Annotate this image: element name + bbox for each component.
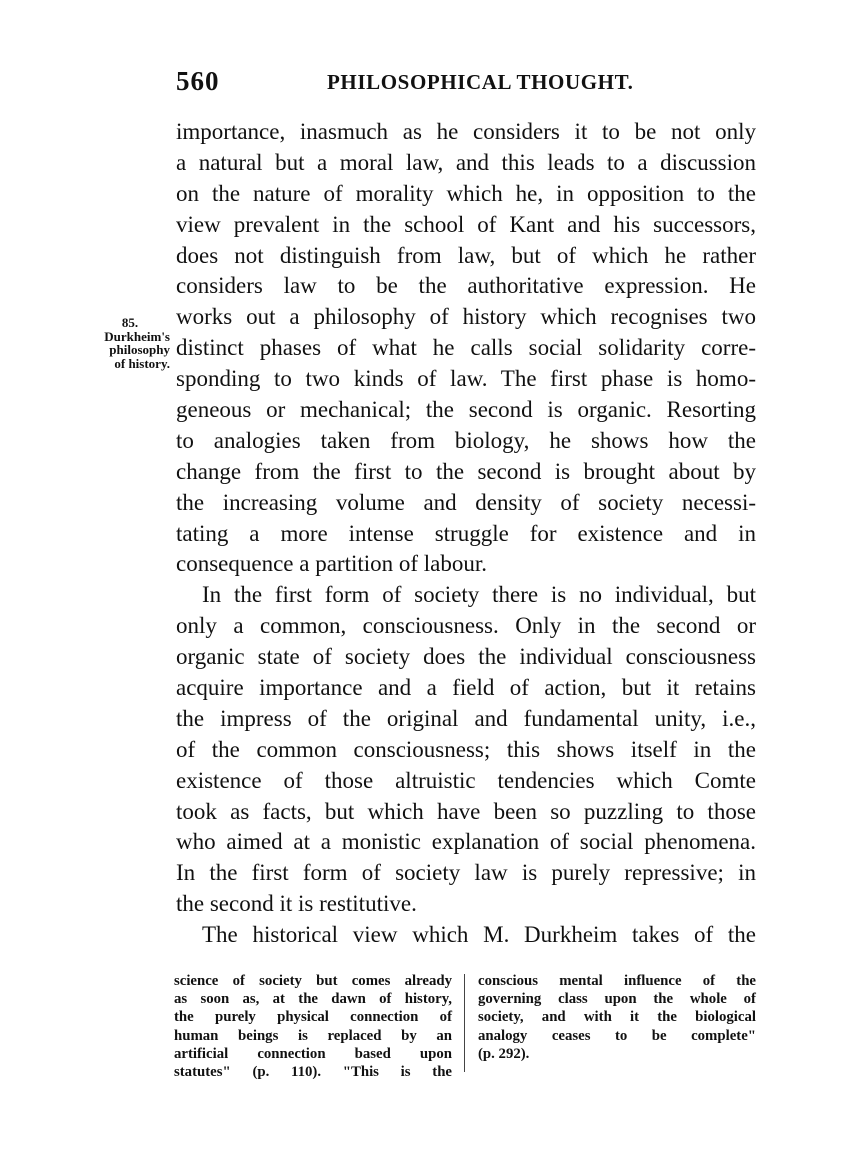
- footnote-line: statutes" (p. 110). "This is the: [174, 1063, 452, 1080]
- footnote-line: (p. 292).: [478, 1045, 530, 1062]
- footnote-column-left: [174, 972, 452, 1081]
- text-line: change from the first to the second is brought about by: [176, 458, 756, 484]
- text-line: works out a philosophy of history which recognises two: [176, 304, 756, 330]
- footnote-line: analogy ceases to be complete": [478, 1027, 756, 1044]
- margin-note-line: Durkheim's: [104, 328, 170, 344]
- text-line: the impress of the original and fundamental unity, i.e.,: [176, 705, 756, 731]
- text-line: sponding to two kinds of law. The first phase is homo-: [176, 366, 756, 392]
- footnote-line: society, and with it the biological: [478, 1009, 756, 1026]
- footnote-line: governing class upon the whole of: [478, 991, 756, 1008]
- text-line: acquire importance and a field of action, but it retains: [176, 675, 756, 701]
- footnote-line: human beings is replaced by an: [174, 1027, 452, 1044]
- text-line: tating a more intense struggle for existence and in: [176, 520, 756, 546]
- page-number: 560: [176, 66, 220, 96]
- footnote-line: the purely physical connection of: [174, 1009, 452, 1026]
- footnote-line: science of society but comes already: [174, 973, 452, 989]
- text-line: took as facts, but which have been so puzzling to those: [176, 798, 756, 824]
- text-line: of the common consciousness; this shows itself in the: [176, 736, 756, 762]
- footnote-line: conscious mental influence of the: [478, 973, 756, 989]
- margin-note-line: of history.: [114, 355, 170, 371]
- text-line: organic state of society does the individual consciousness: [176, 644, 756, 670]
- margin-note-line: philosophy: [109, 342, 170, 357]
- text-line: the increasing volume and density of society necessi-: [176, 489, 756, 515]
- page-header: [176, 66, 756, 102]
- footnote-column-right: [478, 972, 756, 1063]
- text-line: importance, inasmuch as he considers it to be not only: [176, 119, 756, 144]
- section-number: 85.: [121, 315, 139, 330]
- column-divider: [464, 974, 465, 1072]
- running-title: PHILOSOPHICAL THOUGHT.: [327, 70, 634, 94]
- text-line: existence of those altruistic tendencies which Comte: [176, 767, 756, 793]
- text-line: geneous or mechanical; the second is organic. Resorting: [176, 397, 756, 423]
- text-line: The historical view which M. Durkheim takes of the: [202, 922, 756, 948]
- text-line: who aimed at a monistic explanation of social phenomena.: [176, 829, 756, 855]
- text-line: view prevalent in the school of Kant and his successors,: [176, 211, 756, 237]
- text-line: only a common, consciousness. Only in the second or: [176, 613, 756, 639]
- footnote-line: as soon as, at the dawn of history,: [174, 991, 452, 1008]
- footnote-line: artificial connection based upon: [174, 1045, 452, 1062]
- text-line: distinct phases of what he calls social solidarity corre-: [176, 335, 756, 361]
- text-line: In the first form of society law is purely repressive; in: [176, 860, 756, 886]
- text-line: consequence a partition of labour.: [176, 551, 488, 577]
- text-line: does not distinguish from law, but of which he rather: [176, 242, 756, 268]
- text-line: the second it is restitutive.: [176, 891, 417, 917]
- margin-note: [80, 316, 170, 370]
- text-line: a natural but a moral law, and this leads to a discussion: [176, 149, 756, 175]
- main-text: [176, 117, 756, 951]
- text-line: In the first form of society there is no individual, but: [202, 582, 756, 608]
- text-line: on the nature of morality which he, in opposition to the: [176, 180, 756, 206]
- text-line: to analogies taken from biology, he shows how the: [176, 427, 756, 453]
- text-line: considers law to be the authoritative expression. He: [176, 273, 756, 299]
